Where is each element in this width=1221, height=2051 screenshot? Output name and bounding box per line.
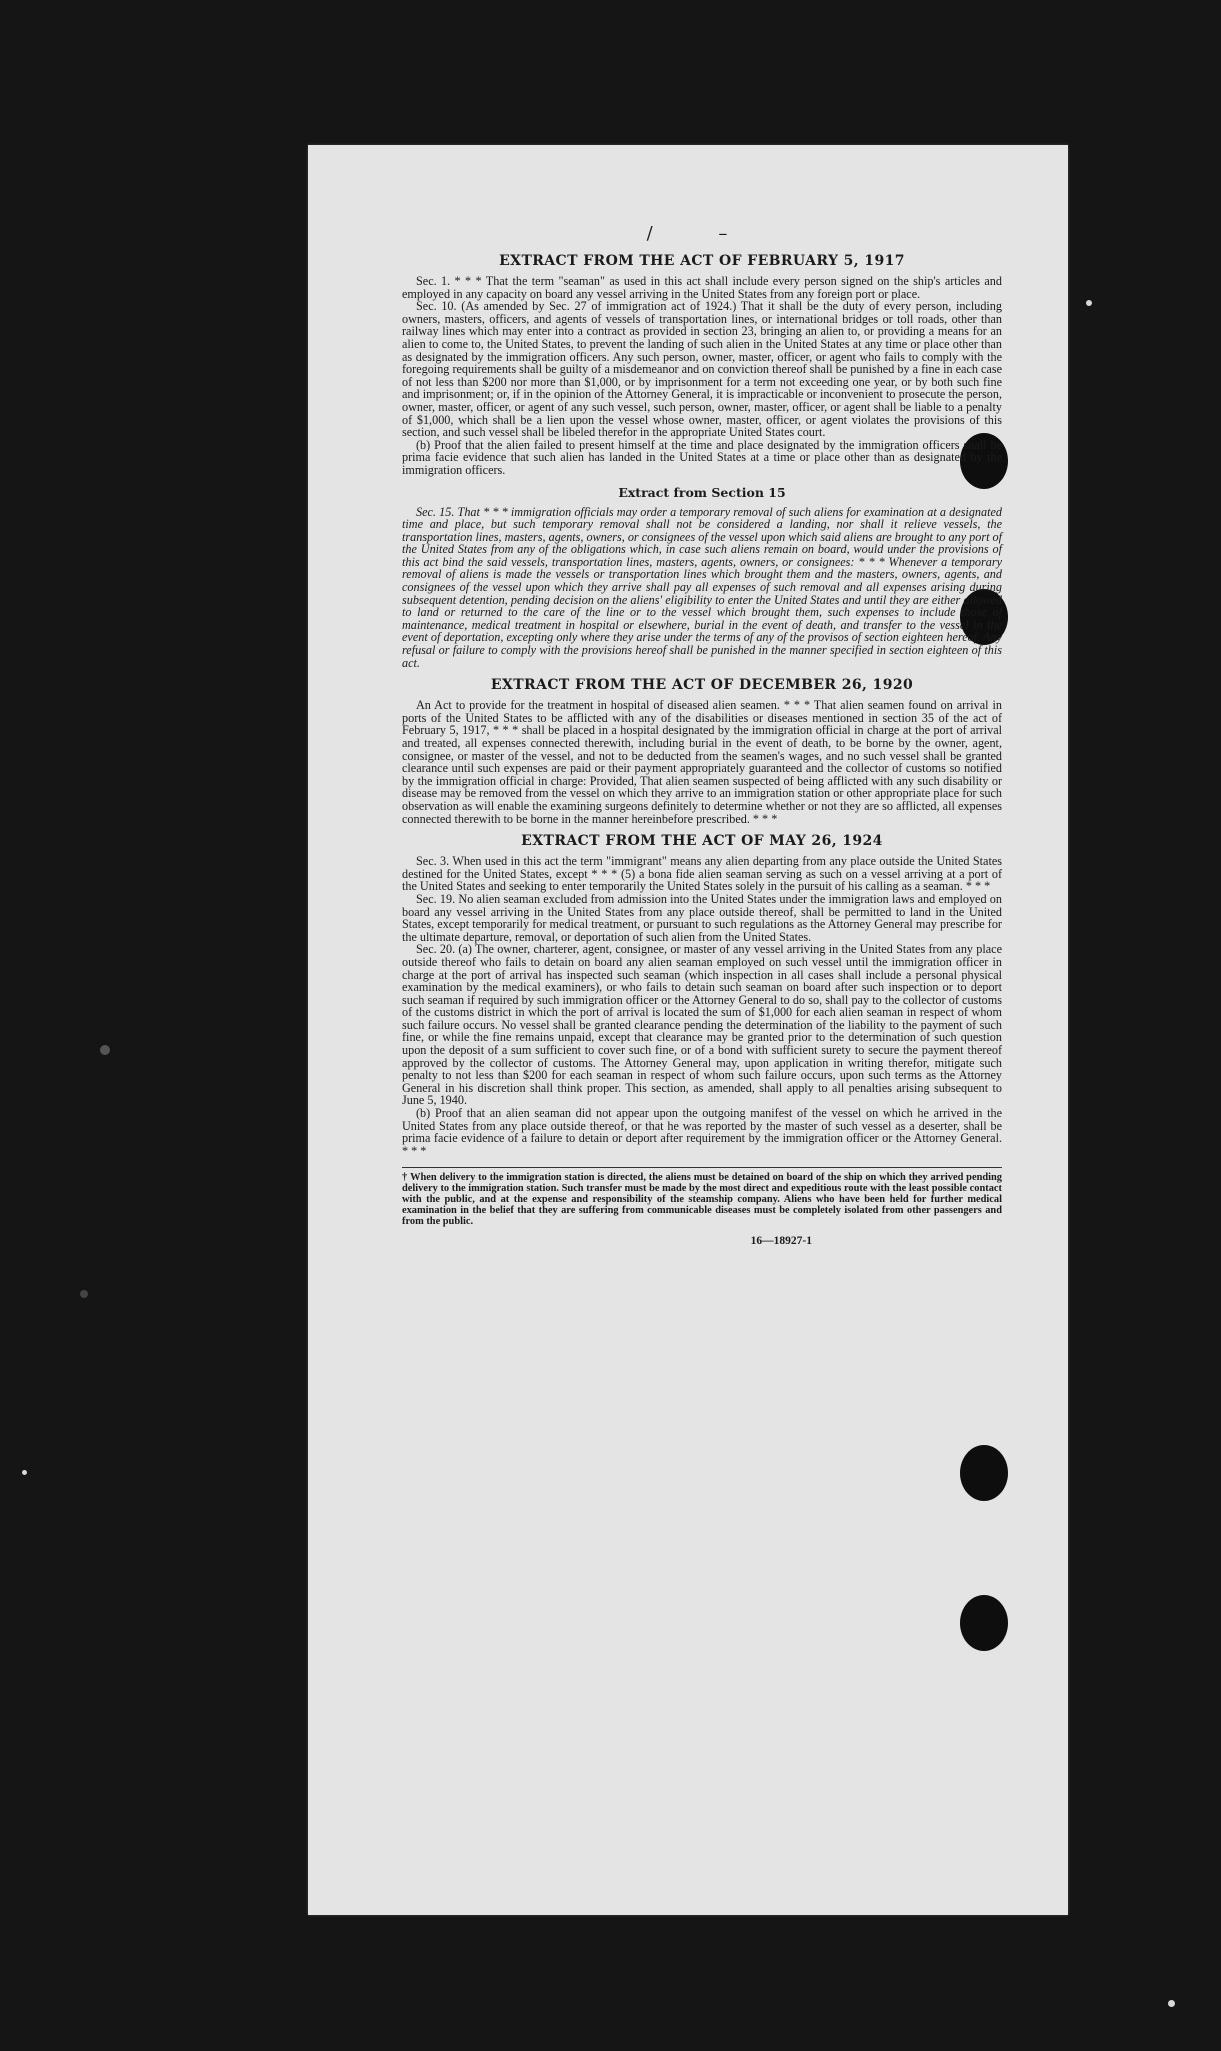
document-content [402,223,1002,1247]
document-page [308,145,1068,1915]
punch-hole [960,1445,1008,1501]
paragraph: Sec. 19. No alien seaman excluded from admission into the United States under the immigration laws and employed on board any vessel arriving in the United States from any place outside thereof, shall be permitted to land in the United States, except temporarily for medical treatment, or pursuant to such regulations as the Attorney General may prescribe for the ultimate departure, removal, or deportation of such alien from the United States. [402,891,1002,944]
footnote-divider [402,1167,1002,1168]
punch-hole [960,1595,1008,1651]
paragraph: (b) Proof that an alien seaman did not appear upon the outgoing manifest of the vessel on which he arrived in the United States from any place outside thereof, or that he was reported by the master of such vessel as a deserter, shall be prima facie evidence of a failure to detain or deport after requirement by the immigration officer or the Attorney General. * * * [402,1106,1002,1158]
dust-speck [1168,2000,1175,2007]
footnote: † When delivery to the immigration station is directed, the aliens must be detained on board of the ship on which they arrived pending delivery to the immigration station. Such transfer must be made by the most direct and expeditious route with the least possible contact with the public, and at the expense and responsibility of the steamship company. Aliens who have been held for further medical examination in the belief that they are suffering from communicable diseases must be completely isolated from other passengers and from the public. [402,1172,1002,1228]
dust-speck [80,1290,88,1298]
paragraph: An Act to provide for the treatment in hospital of diseased alien seamen. * * * That alien seamen found on arrival in ports of the United States to be afflicted with any of the disabilities or diseases mentioned in section 35 of the act of February 5, 1917, * * * shall be placed in a hospital designated by the immigration official in charge at the port of arrival and treated, all expenses connected therewith, including burial in the event of death, to be borne by the owner, agent, consignee, or master of the vessel, and not to be deducted from the seamen's wages, and no such vessel shall be granted clearance until such expenses are paid or their payment appropriately guaranteed and the collector of customs so notified by the immigration official in charge: Provided, That alien seamen suspected of being afflicted with any such disability or disease may be removed from the vessel on which they arrive to an immigration station or other appropriate place for such observation as will enable the examining surgeons definitely to determine whether or not they are so afflicted, all expenses connected therewith to be borne in the manner hereinbefore prescribed. * * * [402,698,1002,826]
section-heading: EXTRACT FROM THE ACT OF FEBRUARY 5, 1917 [499,253,905,269]
paragraph: Sec. 10. (As amended by Sec. 27 of immigration act of 1924.) That it shall be the duty of every person, including owners, masters, officers, and agents of vessels of transportation lines, or international bridges or toll roads, other than railway lines which may enter into a contract as provided in section 23, bringing an alien to, or providing a means for an alien to come to, the United States, to prevent the landing of such alien in the United States at any time or place other than as designated by the immigration officers. Any such person, owner, master, officer, or agent who fails to comply with the foregoing requirements shall be guilty of a misdemeanor and on conviction thereof shall be punished by a fine in each case of not less than $200 nor more than $1,000, or by imprisonment for a term not exceeding one year, or by both such fine and imprisonment; or, if in the opinion of the Attorney General, it is impracticable or inconvenient to prosecute the person, owner, master, officer, or agent of any such vessel, such person, owner, master, officer, or agent shall be liable to a penalty of $1,000, which shall be a lien upon the vessel whose owner, master, officer, or agent violates the provisions of this section, and such vessel shall be libeled therefor in the appropriate United States court. [402,299,1002,440]
section-extract-15 [402,485,1002,670]
dust-speck [22,1470,27,1475]
paragraph: Sec. 3. When used in this act the term "immigrant" means any alien departing from any place outside the United States destined for the United States, except * * * (5) a bona fide alien seaman serving as such on a vessel arriving at a port of the United States and seeking to enter temporarily the United States solely in the pursuit of his calling as a seaman. * * * [402,854,1002,894]
section-act-1924 [402,833,1002,1157]
dust-speck [1086,300,1092,306]
paragraph: Sec. 15. That * * * immigration officials may order a temporary removal of such aliens for examination at a designated time and place, but such temporary removal shall not be considered a landing, nor shall it relieve vessels, the transportation lines, masters, agents, owners, or consignees of the vessel upon which said aliens are brought to any port of the United States from any of the obligations which, in case such aliens remain on board, would under the provisions of this act bind the said vessels, transportation lines, masters, agents, owners, or consignees: * * * Whenever a temporary removal of aliens is made the vessels or transportation lines which brought them and the masters, owners, agents, and consignees of the vessel upon which they arrive shall pay all expenses of such removal and all expenses arising during subsequent detention, pending decision on the aliens' eligibility to enter the United States and until they are either allowed to land or returned to the care of the line or to the vessel which brought them, such expenses to include those of maintenance, medical treatment in hospital or elsewhere, burial in the event of death, and transfer to the vessel in the event of deportation, excepting only where they arise under the terms of any of the provisos of section eighteen hereof. Any refusal or failure to comply with the provisions hereof shall be punished in the manner specified in section eighteen of this act. [402,504,1002,670]
form-number: 16—18927-1 [750,1235,812,1248]
section-heading: Extract from Section 15 [618,484,786,500]
section-heading: EXTRACT FROM THE ACT OF DECEMBER 26, 1920 [490,677,914,694]
paragraph: Sec. 1. * * * That the term "seaman" as used in this act shall include every person signed on the ship's articles and employed in any capacity on board any vessel arriving in the United States from any foreign port or place. [402,274,1002,301]
top-marks: / – [646,223,758,244]
paragraph: Sec. 20. (a) The owner, charterer, agent, consignee, or master of any vessel arriving in the United States from any place outside thereof who fails to detain on board any alien seaman employed on such vessel until the immigration officer in charge at the port of arrival has inspected such seaman (which inspection in all cases shall include a personal physical examination by the medical examiners), or who fails to detain such seaman on board after such inspection or to deport such seaman if required by such immigration officer or the Attorney General to do so, shall pay to the collector of customs of the customs district in which the port of arrival is located the sum of $1,000 for each alien seaman in respect of whom such failure occurs. No vessel shall be granted clearance pending the determination of the liability to the payment of such fine, or while the fine remains unpaid, except that clearance may be granted prior to the determination of such question upon the deposit of a sum sufficient to cover such fine, or of a bond with sufficient surety to secure the payment thereof approved by the collector of customs. The Attorney General may, upon application in writing therefor, mitigate such penalty to not less than $200 for each seaman in respect of whom such failure occurs, upon such terms as the Attorney General in his discretion shall think proper. This section, as amended, shall apply to all penalties arising subsequent to June 5, 1940. [402,942,1002,1108]
paragraph: (b) Proof that the alien failed to present himself at the time and place designated by the immigration officers shall be prima facie evidence that such alien has landed in the United States at a time or place other than as designated by the immigration officers. [402,437,1002,477]
dust-speck [100,1045,110,1055]
section-act-1920 [402,677,1002,825]
section-heading: EXTRACT FROM THE ACT OF MAY 26, 1924 [521,833,883,850]
section-act-1917 [402,253,1002,477]
